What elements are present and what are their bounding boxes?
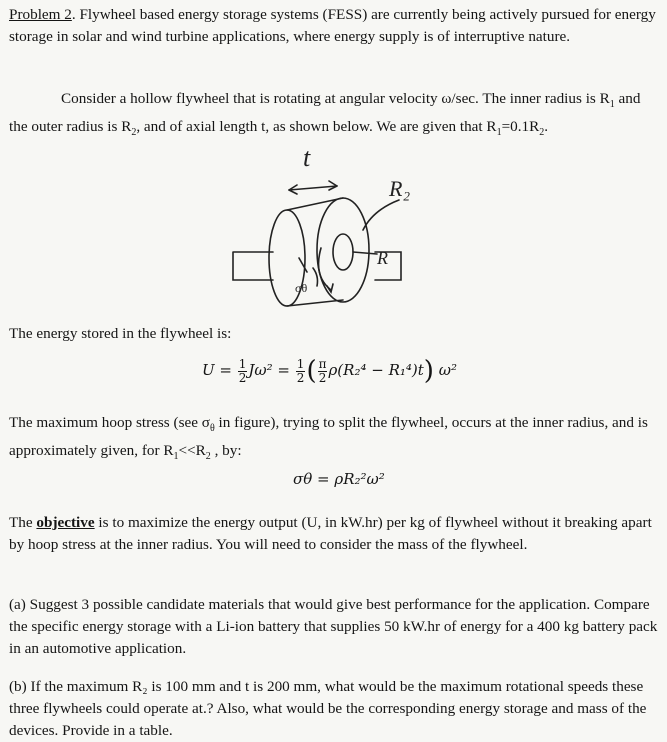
wheel-hub bbox=[333, 234, 353, 270]
eq-frac-a-num: 1 bbox=[238, 356, 247, 371]
objective-text-b: is to maximize the energy output (U, in kW.hr) per kg of flywheel without it breaking apart by hoop stress at the inner radius. You will need to consider the mass of the flywheel. bbox=[9, 514, 652, 553]
eq-pi: π bbox=[318, 356, 327, 371]
eq-frac-pi-den: 2 bbox=[318, 370, 327, 385]
eq-u: U bbox=[202, 361, 215, 379]
eq-tail: ω² bbox=[438, 361, 457, 379]
objective-keyword: objective bbox=[36, 514, 95, 531]
label-sigma: σθ bbox=[295, 281, 308, 295]
hoop-sub-2: 2 bbox=[205, 451, 211, 463]
consider-text-e: . bbox=[544, 118, 549, 136]
energy-text: The energy stored in the flywheel is: bbox=[9, 325, 232, 342]
energy-equation: U = $\frac{1}{2}$ Jω² = $\frac{1}{2}$ ( $\frac{\pi}{2}$ ρ(R₂⁴ − R₁⁴)t) ω² bbox=[202, 356, 457, 386]
r2-leader bbox=[363, 200, 399, 230]
hoop-text-d: , by: bbox=[210, 442, 242, 460]
eq-body: ρ(R₂⁴ − R₁⁴)t bbox=[328, 361, 424, 379]
label-r: R bbox=[377, 248, 388, 268]
consider-sub-4: 2 bbox=[539, 127, 545, 139]
shaft-left bbox=[233, 252, 273, 280]
label-t: t bbox=[303, 143, 311, 172]
r-leader bbox=[353, 252, 377, 254]
consider-text-d: =0.1R bbox=[501, 118, 540, 136]
hoop-paragraph bbox=[9, 412, 659, 468]
problem-label: Problem 2 bbox=[9, 6, 72, 23]
eq-frac-a-den: 2 bbox=[238, 370, 247, 385]
consider-text-c: , and of axial length t, as shown below. We are given that R bbox=[136, 118, 497, 136]
rotation-arrow bbox=[319, 248, 331, 290]
eq-frac-pi bbox=[318, 358, 328, 385]
eq-frac-b-num: 1 bbox=[296, 356, 305, 371]
wheel-front-face bbox=[317, 198, 369, 302]
consider-sub-1: 1 bbox=[609, 99, 615, 111]
eq-j: Jω² = bbox=[248, 361, 291, 379]
consider-paragraph bbox=[9, 88, 659, 144]
hoop-text-c: <<R bbox=[178, 442, 206, 460]
consider-sub-3: 1 bbox=[496, 127, 502, 139]
objective-text-a: The bbox=[9, 514, 37, 531]
flywheel-sketch bbox=[225, 140, 425, 310]
problem-intro-text: . Flywheel based energy storage systems (FESS) are currently being actively pursued for energy storage in solar and wind turbine applications, where energy supply is of interruptive nature. bbox=[9, 6, 656, 45]
hoop-text-a: The maximum hoop stress (see σ bbox=[9, 414, 210, 431]
eq-frac-b-den: 2 bbox=[296, 370, 305, 385]
problem-intro bbox=[9, 4, 659, 48]
part-a-paragraph: (a) Suggest 3 possible candidate materials that would give best performance for the application. Compare the specific energy storage with a Li-ion battery that supplies 50 kW.hr of energy for a 400 kg battery pack in an automotive application. bbox=[9, 596, 658, 657]
consider-text-a: Consider a hollow flywheel that is rotating at angular velocity ω/sec. The inner radius is R bbox=[61, 90, 610, 107]
consider-text-b: and the outer radius is R bbox=[9, 90, 641, 136]
hoop-equation: σθ = ρR₂²ω² bbox=[293, 470, 385, 488]
hoop-sub-theta: θ bbox=[209, 423, 215, 435]
label-r2: R₂ bbox=[389, 176, 411, 201]
hoop-text-b: in figure), trying to split the flywheel, occurs at the inner radius, and is approximately given, for R bbox=[9, 414, 648, 460]
eq-frac-a bbox=[238, 358, 248, 385]
eq-frac-b bbox=[296, 358, 306, 385]
objective-paragraph bbox=[9, 512, 659, 556]
consider-sub-2: 2 bbox=[131, 127, 137, 139]
part-b-paragraph: (b) If the maximum R₂ is 100 mm and t is 200 mm, what would be the maximum rotational speeds these three flywheels could operate at.? Also, what would be the corresponding energy storage and mass of the devices. Provide in a table. bbox=[9, 678, 647, 739]
hoop-sub-1: 1 bbox=[173, 451, 179, 463]
